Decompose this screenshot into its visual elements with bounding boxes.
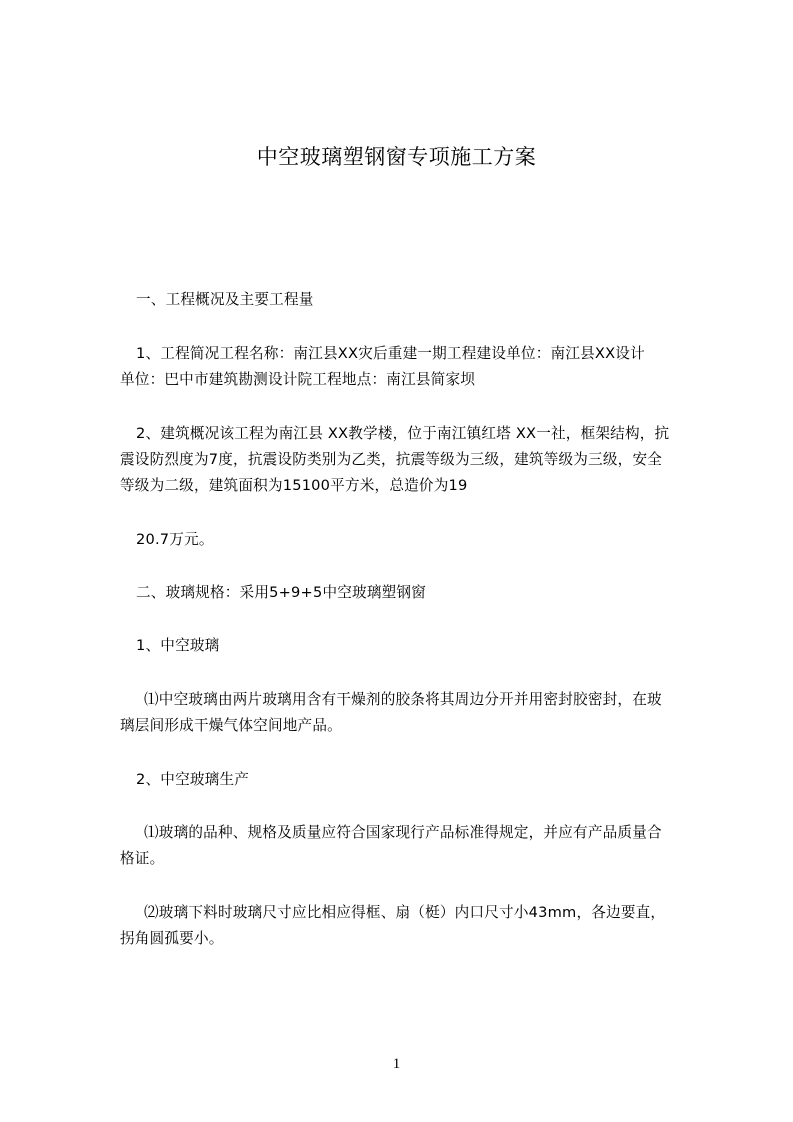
text-line: 2、中空玻璃生产	[136, 771, 250, 788]
text-line: 1、工程简况工程名称：南江县XX灾后重建一期工程建设单位：南江县XX设计	[136, 345, 645, 362]
section-heading	[120, 580, 732, 606]
paragraph	[120, 421, 716, 499]
subsection-heading	[120, 633, 732, 659]
section-heading	[120, 287, 732, 313]
paragraph	[120, 900, 716, 952]
text-line: ⑴中空玻璃由两片玻璃用含有干燥剂的胶条将其周边分开并用密封胶密封，在玻	[144, 691, 662, 708]
text-line: 拐角圆孤要小。	[120, 930, 224, 947]
paragraph	[120, 687, 716, 739]
document-title: 中空玻璃塑钢窗专项施工方案	[256, 145, 537, 169]
text-line: 2、建筑概况该工程为南江县 XX教学楼，位于南江镇红塔 XX一社，框架结构，抗	[136, 425, 670, 442]
text-line: 1、中空玻璃	[136, 637, 220, 654]
page-number: 1	[392, 1056, 401, 1072]
paragraph	[120, 341, 716, 393]
text-line: 一、工程概况及主要工程量	[136, 291, 314, 308]
text-line: 璃层间形成干燥气体空间地产品。	[120, 717, 342, 734]
text-line: 等级为二级，建筑面积为15100平方米，总造价为19	[120, 477, 468, 494]
text-line: 二、玻璃规格：采用5+9+5中空玻璃塑钢窗	[136, 584, 427, 601]
text-line: ⑴玻璃的品种、规格及质量应符合国家现行产品标准得规定，并应有产品质量合	[144, 824, 662, 841]
text-line: 20.7万元。	[136, 531, 214, 548]
paragraph	[120, 527, 732, 553]
paragraph	[120, 820, 716, 872]
text-line: 单位：巴中市建筑勘测设计院工程地点：南江县简家坝	[120, 371, 476, 388]
text-line: ⑵玻璃下料时玻璃尺寸应比相应得框、扇（梃）内口尺寸小43mm，各边要直，	[144, 904, 666, 921]
text-line: 格证。	[120, 850, 165, 867]
subsection-heading	[120, 767, 732, 793]
text-line: 震设防烈度为7度，抗震设防类别为乙类，抗震等级为三级，建筑等级为三级，安全	[120, 451, 663, 468]
